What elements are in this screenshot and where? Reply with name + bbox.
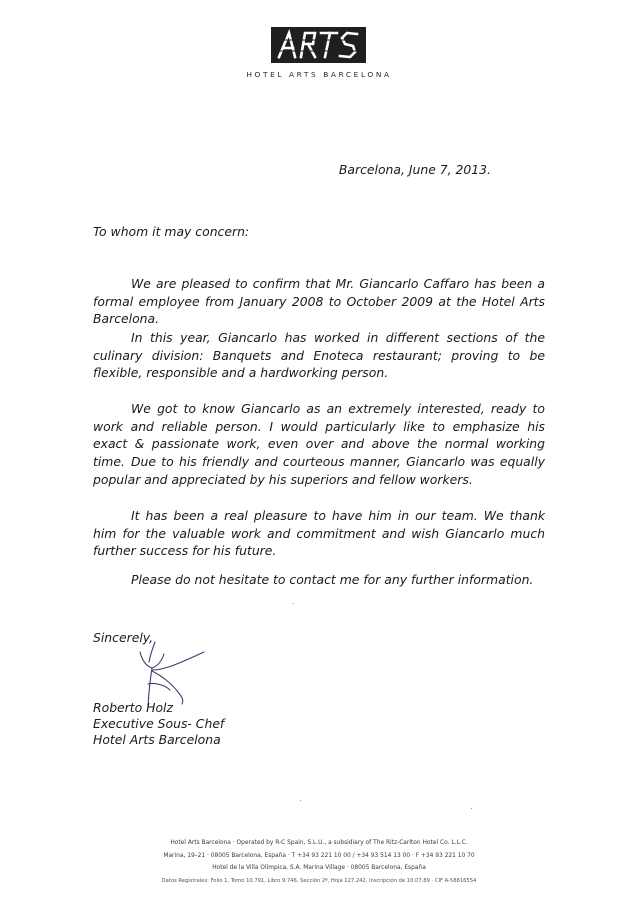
footer-address-line: Marina, 19–21 · 08005 Barcelona, España · T +34 93 221 10 00 / +34 93 514 13 00 · F +34 93 221 10 70 [163,852,475,859]
footer-entity-line: Hotel de la Villa Olímpica, S.A. Marina Village · 08005 Barcelona, España [212,865,426,871]
paragraph-sections: In this year, Giancarlo has worked in different sections of the culinary division: Banquets and Enoteca restaurant; proving to be flexible, responsible and a hardworking person. [93,330,545,380]
signer-title: Executive Sous- Chef [93,716,225,731]
signer-block [93,700,224,748]
scan-speck [300,800,301,801]
signer-organization: Hotel Arts Barcelona [93,732,221,747]
paragraph-thanks: It has been a real pleasure to have him in our team. We thank him for the valuable work and commitment and wish Giancarlo much further success for his future. [93,508,545,558]
signer-name: Roberto Holz [93,700,173,715]
arts-logo-graphic [271,27,366,63]
paragraph-employment: We are pleased to confirm that Mr. Giancarlo Caffaro has been a formal employee from January 2008 to October 2009 at the Hotel Arts Barcelona. [93,276,545,326]
salutation: To whom it may concern: [93,224,250,239]
footer-company-line: Hotel Arts Barcelona · Operated by R-C Spain, S.L.U., a subsidiary of The Ritz-Carlton Hotel Co. L.L.C. [170,840,468,846]
footer-registry-line: Datos Registrales: Folio 1, Tomo 10.791, Libro 9.746, Sección 2ª, Hoja 127.242, Inscripción de 10.07.89 · CIF A-58816554 [161,877,477,884]
letter-date: Barcelona, June 7, 2013. [338,162,491,177]
paragraph-contact: Please do not hesitate to contact me for any further information. [131,572,534,587]
letterhead-footer [95,837,543,887]
hotel-arts-logo [271,27,366,63]
scan-speck [293,603,294,604]
hotel-name-heading: HOTEL ARTS BARCELONA [246,70,392,79]
paragraph-manner: Due to his friendly and courteous manner, Giancarlo was equally popular and appreciated by his superiors and fellow workers. [93,454,545,487]
closing-sincerely: Sincerely, [93,630,154,645]
paragraph-character: We got to know Giancarlo as an extremely interested, ready to work and reliable person. I would particularly like to emphasize his exact & passionate work, even over and above the normal working time. [93,401,545,469]
scan-speck [471,808,472,809]
